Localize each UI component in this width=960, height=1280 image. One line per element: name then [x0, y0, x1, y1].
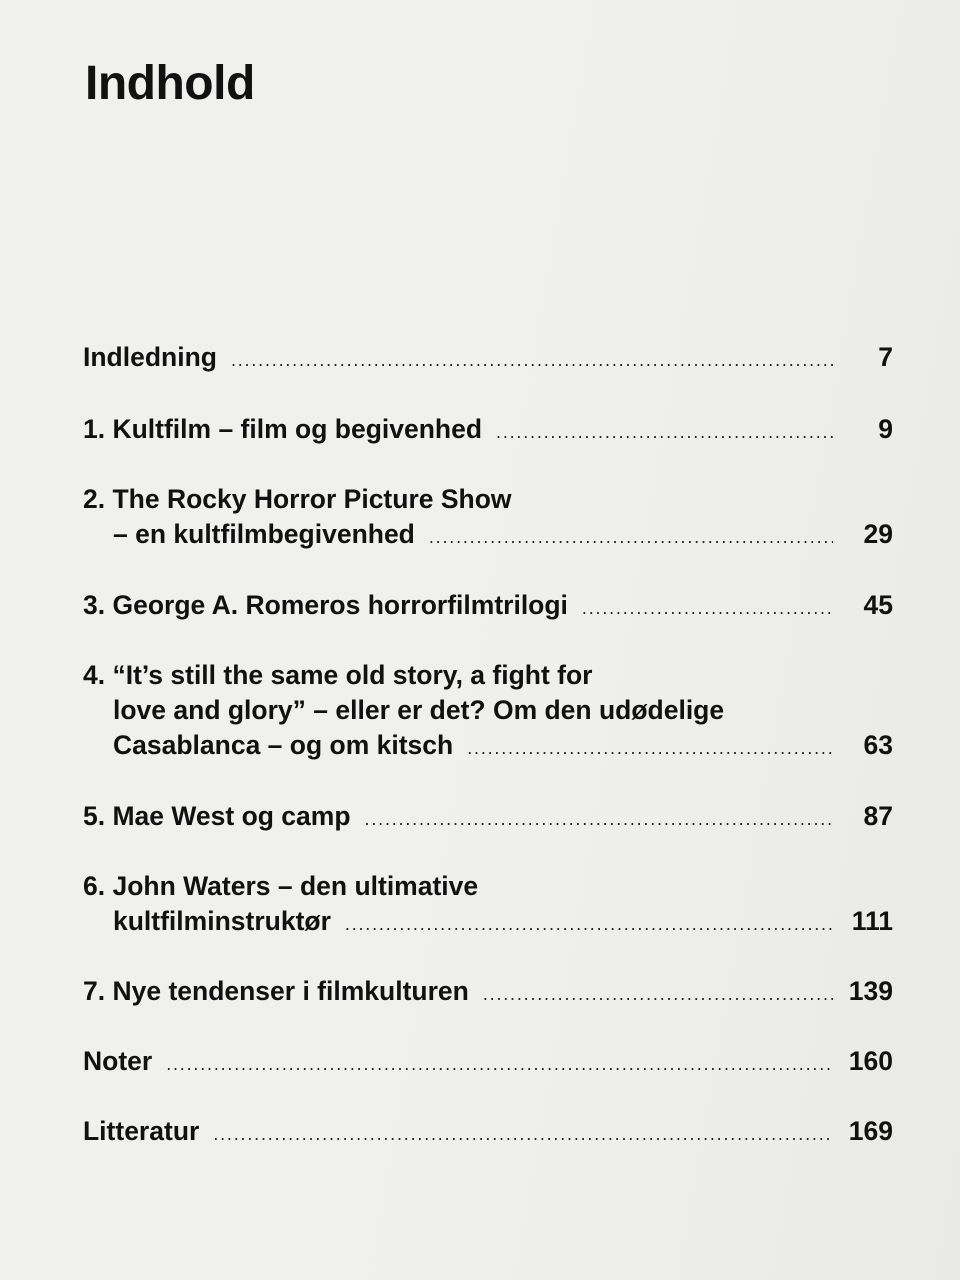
toc-entry[interactable]: [83, 658, 893, 766]
dot-leader: [213, 1117, 833, 1152]
toc-page-number: 45: [863, 590, 893, 620]
toc-entry[interactable]: [83, 588, 893, 626]
toc-page-number: 87: [863, 801, 893, 831]
toc-page-number: 29: [863, 519, 893, 549]
toc-entry-line: [83, 340, 893, 378]
toc-entry-line: [83, 869, 893, 904]
toc-entry-title: Indledning: [83, 342, 217, 372]
dot-leader: [429, 520, 833, 555]
toc-entry[interactable]: [83, 974, 893, 1012]
toc-entry-line: [83, 1114, 893, 1152]
toc-entry-title: Litteratur: [83, 1116, 200, 1146]
toc-entry-line: [83, 412, 893, 450]
toc-entry-title: – en kultfilmbegivenhed: [113, 519, 415, 549]
toc-entry[interactable]: [83, 799, 893, 837]
toc-page-number: 160: [848, 1046, 893, 1076]
toc-entry-line: [83, 974, 893, 1012]
toc-entry[interactable]: [83, 1044, 893, 1082]
toc-entry-title: 1. Kultfilm – film og begivenhed: [83, 414, 483, 444]
toc-entry-title: 6. John Waters – den ultimative: [83, 871, 479, 901]
toc-entry-line: [83, 728, 893, 766]
toc-page-number: 9: [878, 414, 893, 444]
toc-entry-title: 3. George A. Romeros horrorfilmtrilogi: [83, 590, 568, 620]
toc-entry-title: 5. Mae West og camp: [83, 801, 351, 831]
toc-entry-line: [83, 658, 893, 693]
dot-leader: [483, 977, 833, 1012]
page-title: Indhold: [85, 57, 255, 110]
toc-entry-title: kultfilminstruktør: [113, 906, 331, 936]
toc-entry-line: [83, 904, 893, 942]
toc-page-number: 169: [848, 1116, 893, 1146]
toc-page-number: 139: [848, 976, 893, 1006]
toc-entry-title: 4. “It’s still the same old story, a fight for: [83, 660, 593, 690]
toc-entry[interactable]: [83, 1114, 893, 1152]
toc-entry-line: [83, 517, 893, 555]
toc-entry-line: [83, 693, 893, 728]
toc-entry[interactable]: [83, 869, 893, 942]
toc-entry-line: [83, 799, 893, 837]
dot-leader: [166, 1047, 833, 1082]
toc-entry-title: love and glory” – eller er det? Om den udødelige: [113, 695, 725, 725]
toc-page-number: 7: [878, 342, 893, 372]
dot-leader: [582, 591, 833, 626]
toc-entry[interactable]: [83, 340, 893, 378]
dot-leader: [496, 415, 833, 450]
toc-entry[interactable]: [83, 412, 893, 450]
toc-entry-line: [83, 1044, 893, 1082]
toc-entry[interactable]: [83, 482, 893, 555]
toc-entry-title: Noter: [83, 1046, 153, 1076]
dot-leader: [365, 802, 833, 837]
dot-leader: [231, 343, 833, 378]
toc-entry-line: [83, 482, 893, 517]
toc-entry-title: 2. The Rocky Horror Picture Show: [83, 484, 512, 514]
toc-entry-line: [83, 588, 893, 626]
toc-page-number: 111: [851, 906, 893, 936]
toc-entry-title: Casablanca – og om kitsch: [113, 730, 454, 760]
toc-page-number: 63: [863, 730, 893, 760]
dot-leader: [345, 907, 833, 942]
toc-entry-title: 7. Nye tendenser i filmkulturen: [83, 976, 469, 1006]
dot-leader: [467, 731, 833, 766]
